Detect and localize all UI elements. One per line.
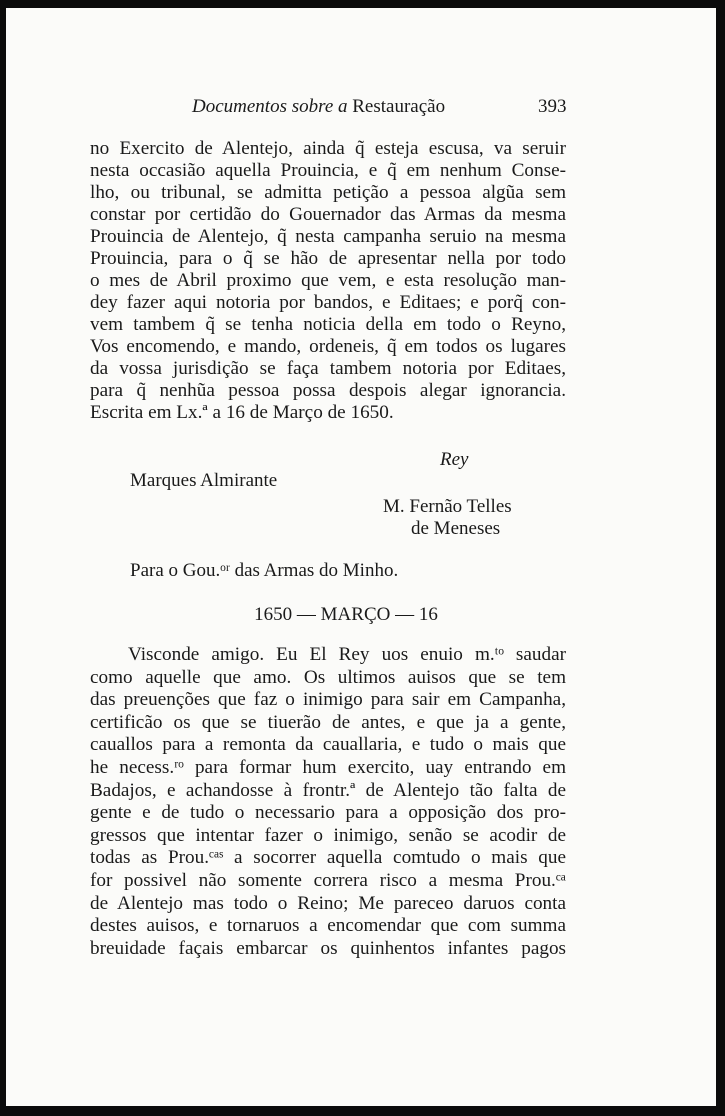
- text-line: Badajos, e achandosse à frontr.ª de Alentejo tão falta de: [90, 779, 566, 801]
- text-line: he necess.ʳᵒ para formar hum exercito, uay entrando em: [90, 756, 566, 778]
- text-line: Vos encomendo, e mando, ordeneis, q̃ em todos os lugares: [90, 336, 566, 357]
- text-line: da vossa jurisdição se faça tambem notoria por Editaes,: [90, 358, 566, 379]
- running-title: Documentos sobre a Restauração: [192, 96, 446, 117]
- addressee-line: Para o Gou.ᵒʳ das Armas do Minho.: [130, 560, 399, 581]
- text-line: gressos que intentar fazer o inimigo, senão se acodir de: [90, 824, 566, 846]
- text-line: como aquelle que amo. Os ultimos auisos que se tem: [90, 666, 566, 688]
- text-line: todas as Prou.ᶜᵃˢ a socorrer aquella comtudo o mais que: [90, 847, 566, 869]
- text-line: para q̃ nenhũa pessoa possa despois alegar ignorancia.: [90, 380, 566, 401]
- text-line: Prouincia, para o q̃ se hão de apresentar nella por todo: [90, 248, 566, 269]
- text-line: constar por certidão do Gouernador das Armas da mesma: [90, 204, 566, 225]
- text-line: vem tambem q̃ se tenha noticia della em todo o Reyno,: [90, 314, 566, 335]
- running-header: [6, 96, 716, 122]
- book-page: [6, 8, 716, 1106]
- signature-left: Marques Almirante: [130, 470, 278, 491]
- text-line: no Exercito de Alentejo, ainda q̃ esteja escusa, va seruir: [90, 138, 566, 159]
- signature-king: Rey: [440, 449, 469, 470]
- date-heading: 1650 — MARÇO — 16: [254, 604, 438, 625]
- text-line: de Alentejo mas todo o Reino; Me pareceo daruos conta: [90, 892, 566, 914]
- letter-body-2: [90, 644, 566, 960]
- text-line: dey fazer aqui notoria por bandos, e Editaes; e porq̃ con-: [90, 292, 566, 313]
- text-line: certificão os que se tiuerão de antes, e que ja a gente,: [90, 711, 566, 733]
- text-line: lho, ou tribunal, se admitta petição a pessoa algũa sem: [90, 182, 566, 203]
- text-line: das preuenções que faz o inimigo para sair em Campanha,: [90, 689, 566, 711]
- text-line: nesta occasião aquella Prouincia, e q̃ em nenhum Conse-: [90, 160, 566, 181]
- letter-body-1: [90, 138, 566, 424]
- signature-right: [383, 496, 512, 540]
- page-number: 393: [538, 96, 567, 117]
- text-line: Prouincia de Alentejo, q̃ nesta campanha seruio na mesma: [90, 226, 566, 247]
- text-line: Visconde amigo. Eu El Rey uos enuio m.ᵗᵒ saudar: [128, 644, 566, 665]
- text-line: o mes de Abril proximo que vem, e esta resolução man-: [90, 270, 566, 291]
- text-line: Escrita em Lx.ª a 16 de Março de 1650.: [90, 402, 394, 423]
- text-line: breuidade façais embarcar os quinhentos infantes pagos: [90, 937, 566, 959]
- text-line: destes auisos, e tornaruos a encomendar que com summa: [90, 915, 566, 937]
- text-line: cauallos para a remonta da cauallaria, e tudo o mais que: [90, 734, 566, 756]
- text-line: gente e de tudo o necessario para a opposição dos pro-: [90, 802, 566, 824]
- signature-right-line2: de Meneses: [411, 518, 501, 539]
- text-line: for possivel não somente correra risco a mesma Prou.ᶜᵃ: [90, 869, 566, 891]
- signature-right-line1: M. Fernão Telles: [383, 496, 512, 517]
